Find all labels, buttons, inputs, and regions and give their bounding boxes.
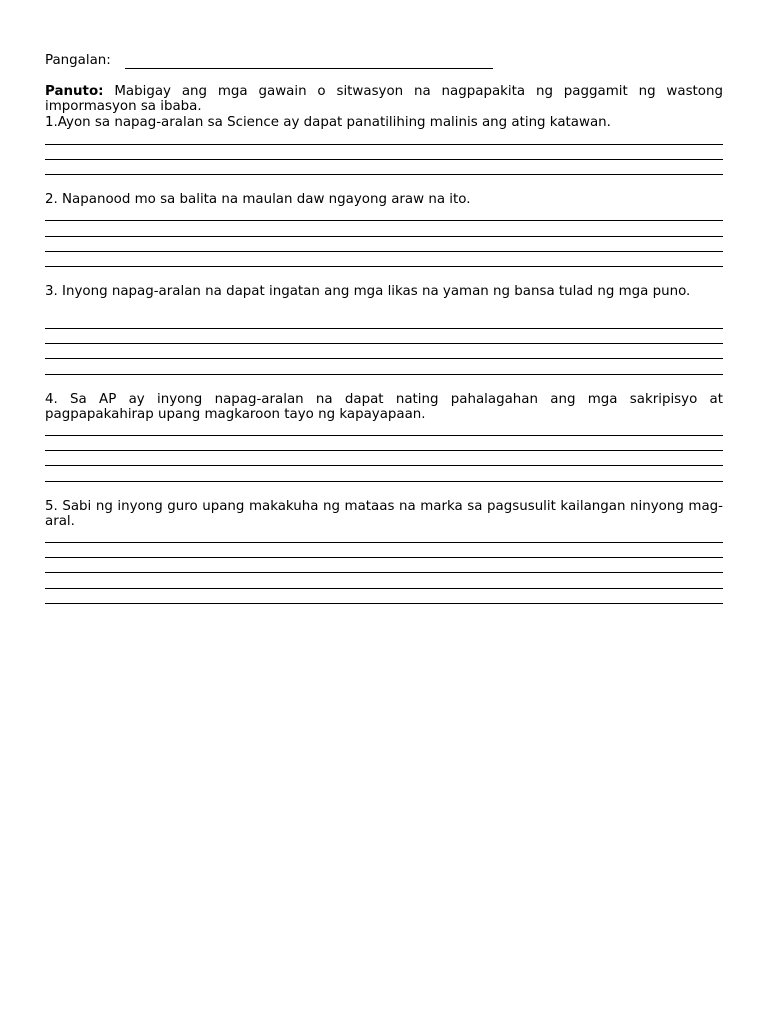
answer-line[interactable] [45,542,723,543]
instructions [45,84,723,114]
answer-line[interactable] [45,220,723,221]
question-3: 3. Inyong napag-aralan na dapat ingatan ang mga likas na yaman ng bansa tulad ng mga puno. [45,284,691,299]
answer-line[interactable] [45,251,723,252]
answer-line[interactable] [45,159,723,160]
answer-line[interactable] [45,588,723,589]
answer-line[interactable] [45,557,723,558]
question-2: 2. Napanood mo sa balita na maulan daw ngayong araw na ito. [45,192,471,207]
name-label: Pangalan: [45,53,111,68]
answer-line[interactable] [45,174,723,175]
instructions-text: Mabigay ang mga gawain o sitwasyon na nagpapakita ng paggamit ng wastong impormasyon sa ibaba. [45,84,723,114]
answer-line[interactable] [45,236,723,237]
answer-line[interactable] [45,572,723,573]
question-1: 1.Ayon sa napag-aralan sa Science ay dapat panatilihing malinis ang ating katawan. [45,115,611,130]
name-field-line[interactable] [125,68,493,69]
answer-line[interactable] [45,603,723,604]
instructions-label: Panuto: [45,84,104,99]
name-row [45,53,723,71]
answer-line[interactable] [45,343,723,344]
answer-line[interactable] [45,435,723,436]
question-4: 4. Sa AP ay inyong napag-aralan na dapat nating pahalagahan ang mga sakripisyo at pagpapakahirap upang magkaroon tayo ng kapayapaan. [45,392,723,422]
answer-line[interactable] [45,358,723,359]
answer-line[interactable] [45,465,723,466]
answer-line[interactable] [45,481,723,482]
answer-line[interactable] [45,450,723,451]
answer-line[interactable] [45,328,723,329]
answer-line[interactable] [45,266,723,267]
answer-line[interactable] [45,374,723,375]
question-5: 5. Sabi ng inyong guro upang makakuha ng mataas na marka sa pagsusulit kailangan ninyong mag-aral. [45,499,723,529]
answer-line[interactable] [45,144,723,145]
